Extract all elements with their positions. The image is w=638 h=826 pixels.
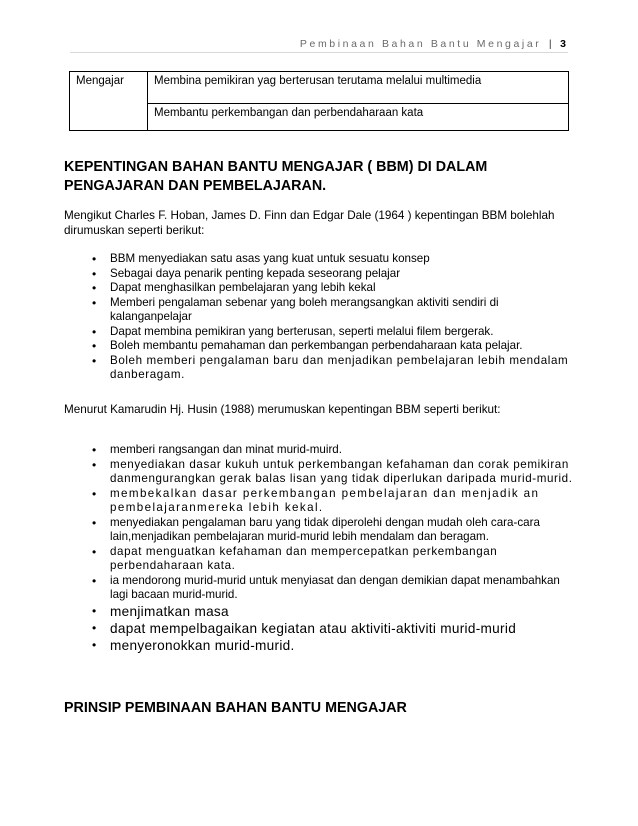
list-item: • Dapat membina pemikiran yang berterusan, seperti melalui filem bergerak.	[92, 324, 494, 339]
table-row	[70, 72, 569, 104]
bullet-icon: •	[92, 637, 97, 652]
list-item: • Boleh membantu pemahaman dan perkembangan perbendaharaan kata pelajar.	[92, 339, 523, 353]
page-number: 3	[560, 38, 566, 50]
list-item: • dapat mempelbagaikan kegiatan atau aktiviti-aktiviti murid-murid	[92, 620, 517, 636]
intro-paragraph: Mengikut Charles F. Hoban, James D. Finn dan Edgar Dale (1964 ) kepentingan BBM bolehlah dirumuskan seperti berikut:	[64, 209, 555, 237]
list-item: • Dapat menghasilkan pembelajaran yang lebih kekal	[92, 281, 376, 295]
bullet-icon: •	[92, 486, 98, 501]
bullet-icon: •	[92, 324, 97, 339]
list-item: • menyediakan pengalaman baru yang tidak diperolehi dengan mudah oleh cara-cara lain,menjadikan pembelajaran murid-murid lebih mendalam dan beragam.	[92, 515, 540, 543]
header-title: Pembinaan Bahan Bantu Mengajar	[299, 38, 542, 50]
list-item: • menyediakan dasar kukuh untuk perkembangan kefahaman dan corak pemikiran danmengurangkan gerak balas lisan yang tidak diperlukan daripada murid-murid.	[92, 457, 573, 485]
section-heading-prinsip: PRINSIP PEMBINAAN BAHAN BANTU MENGAJAR	[64, 700, 407, 716]
bullet-icon: •	[92, 573, 97, 588]
bullet-list-hoban	[64, 252, 579, 383]
bullet-icon: •	[92, 515, 97, 530]
bullet-list-kamarudin	[64, 443, 579, 654]
list-item: • Memberi pengalaman sebenar yang boleh merangsangkan aktiviti sendiri di kalanganpelajar	[92, 295, 499, 323]
bullet-icon: •	[92, 603, 97, 618]
bullet-icon: •	[92, 544, 97, 559]
bullet-icon: •	[92, 266, 97, 281]
bullet-icon: •	[92, 252, 97, 266]
list-item: • menjimatkan masa	[92, 603, 229, 619]
table-cell: Membantu perkembangan dan perbendaharaan kata	[148, 104, 569, 131]
intro2-paragraph: Menurut Kamarudin Hj. Husin (1988) merumuskan kepentingan BBM seperti berikut:	[64, 403, 501, 416]
list-item: • menyeronokkan murid-murid.	[92, 637, 295, 653]
header-rule	[70, 52, 568, 53]
bullet-icon: •	[92, 295, 97, 310]
section-heading-kepentingan: KEPENTINGAN BAHAN BANTU MENGAJAR ( BBM) DI DALAM PENGAJARAN DAN PEMBELAJARAN.	[64, 159, 488, 194]
list-item: • Boleh memberi pengalaman baru dan menjadikan pembelajaran lebih mendalam danberagam.	[92, 353, 569, 381]
table-label-cell: Mengajar	[70, 72, 148, 131]
list-item: • memberi rangsangan dan minat murid-muird.	[92, 443, 342, 457]
header-separator: |	[548, 38, 552, 50]
bullet-icon: •	[92, 339, 97, 353]
table-cell: Membina pemikiran yag berterusan terutama melalui multimedia	[148, 72, 569, 104]
bullet-icon: •	[92, 620, 97, 635]
page-header	[300, 38, 566, 50]
bullet-icon: •	[92, 353, 97, 368]
bullet-icon: •	[92, 281, 97, 295]
list-item: • membekalkan dasar perkembangan pembelajaran dan menjadik an pembelajaranmereka lebih kekal.	[92, 486, 540, 514]
bullet-icon: •	[92, 457, 97, 472]
bullet-icon: •	[92, 443, 97, 457]
list-item: • Sebagai daya penarik penting kepada seseorang pelajar	[92, 266, 401, 281]
list-item: • BBM menyediakan satu asas yang kuat untuk sesuatu konsep	[92, 252, 430, 266]
list-item: • ia mendorong murid-murid untuk menyiasat dan dengan demikian dapat menambahkan lagi bacaan murid-murid.	[92, 573, 560, 601]
info-table	[69, 71, 569, 131]
list-item: • dapat menguatkan kefahaman dan mempercepatkan perkembangan perbendaharaan kata.	[92, 544, 498, 572]
